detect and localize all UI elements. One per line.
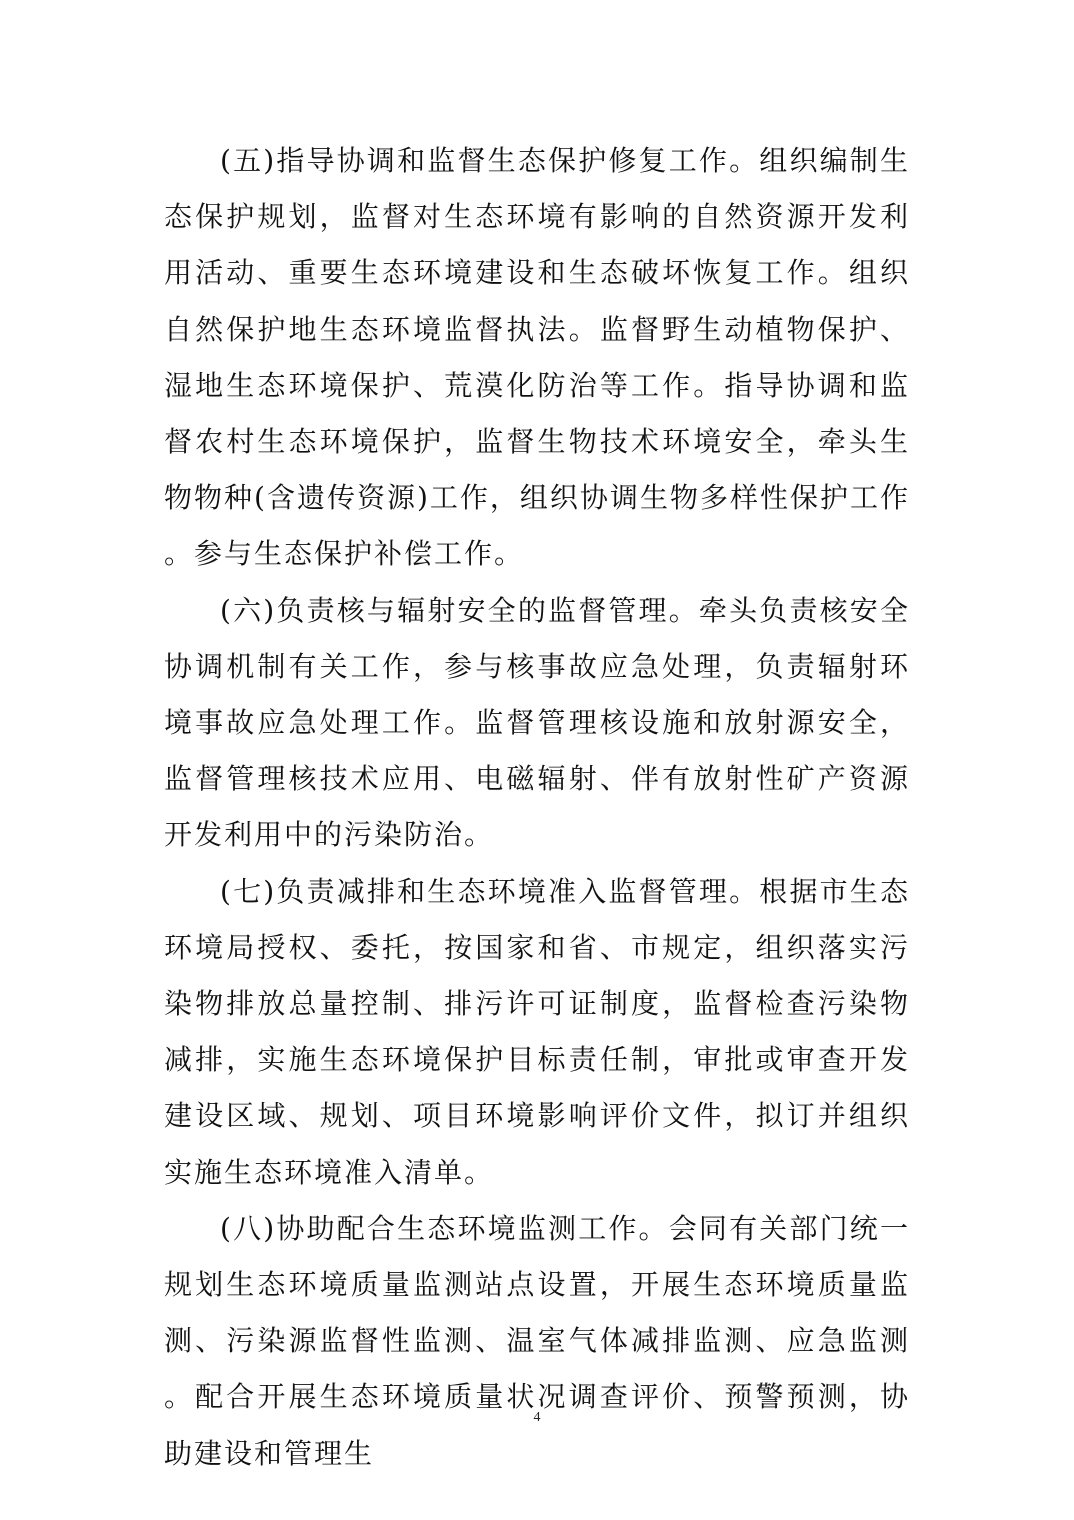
page-number: 4 <box>533 1410 541 1425</box>
paragraph-ecological-protection: (五)指导协调和监督生态保护修复工作。组织编制生态保护规划，监督对生态环境有影响的自然资源开发利用活动、重要生态环境建设和生态破坏恢复工作。组织自然保护地生态环境监督执法。监督野生动植物保护、湿地生态环境保护、荒漠化防治等工作。指导协调和监督农村生态环境保护，监督生物技术环境安全，牵头生物物种(含遗传资源)工作，组织协调生物多样性保护工作。参与生态保护补偿工作。 <box>164 144 910 571</box>
paragraph-nuclear-radiation-safety: (六)负责核与辐射安全的监督管理。牵头负责核安全协调机制有关工作，参与核事故应急处理，负责辐射环境事故应急处理工作。监督管理核设施和放射源安全，监督管理核技术应用、电磁辐射、伴有放射性矿产资源开发利用中的污染防治。 <box>164 593 910 852</box>
paragraph-environmental-monitoring: (八)协助配合生态环境监测工作。会同有关部门统一规划生态环境质量监测站点设置，开展生态环境质量监测、污染源监督性监测、温室气体减排监测、应急监测。配合开展生态环境质量状况调查评价、预警预测，协助建设和管理生 <box>164 1211 910 1470</box>
paragraph-emission-reduction: (七)负责减排和生态环境准入监督管理。根据市生态环境局授权、委托，按国家和省、市规定，组织落实污染物排放总量控制、排污许可证制度，监督检查污染物减排，实施生态环境保护目标责任制，审批或审查开发建设区域、规划、项目环境影响评价文件，拟订并组织实施生态环境准入清单。 <box>164 874 910 1189</box>
body-text <box>164 133 910 1482</box>
